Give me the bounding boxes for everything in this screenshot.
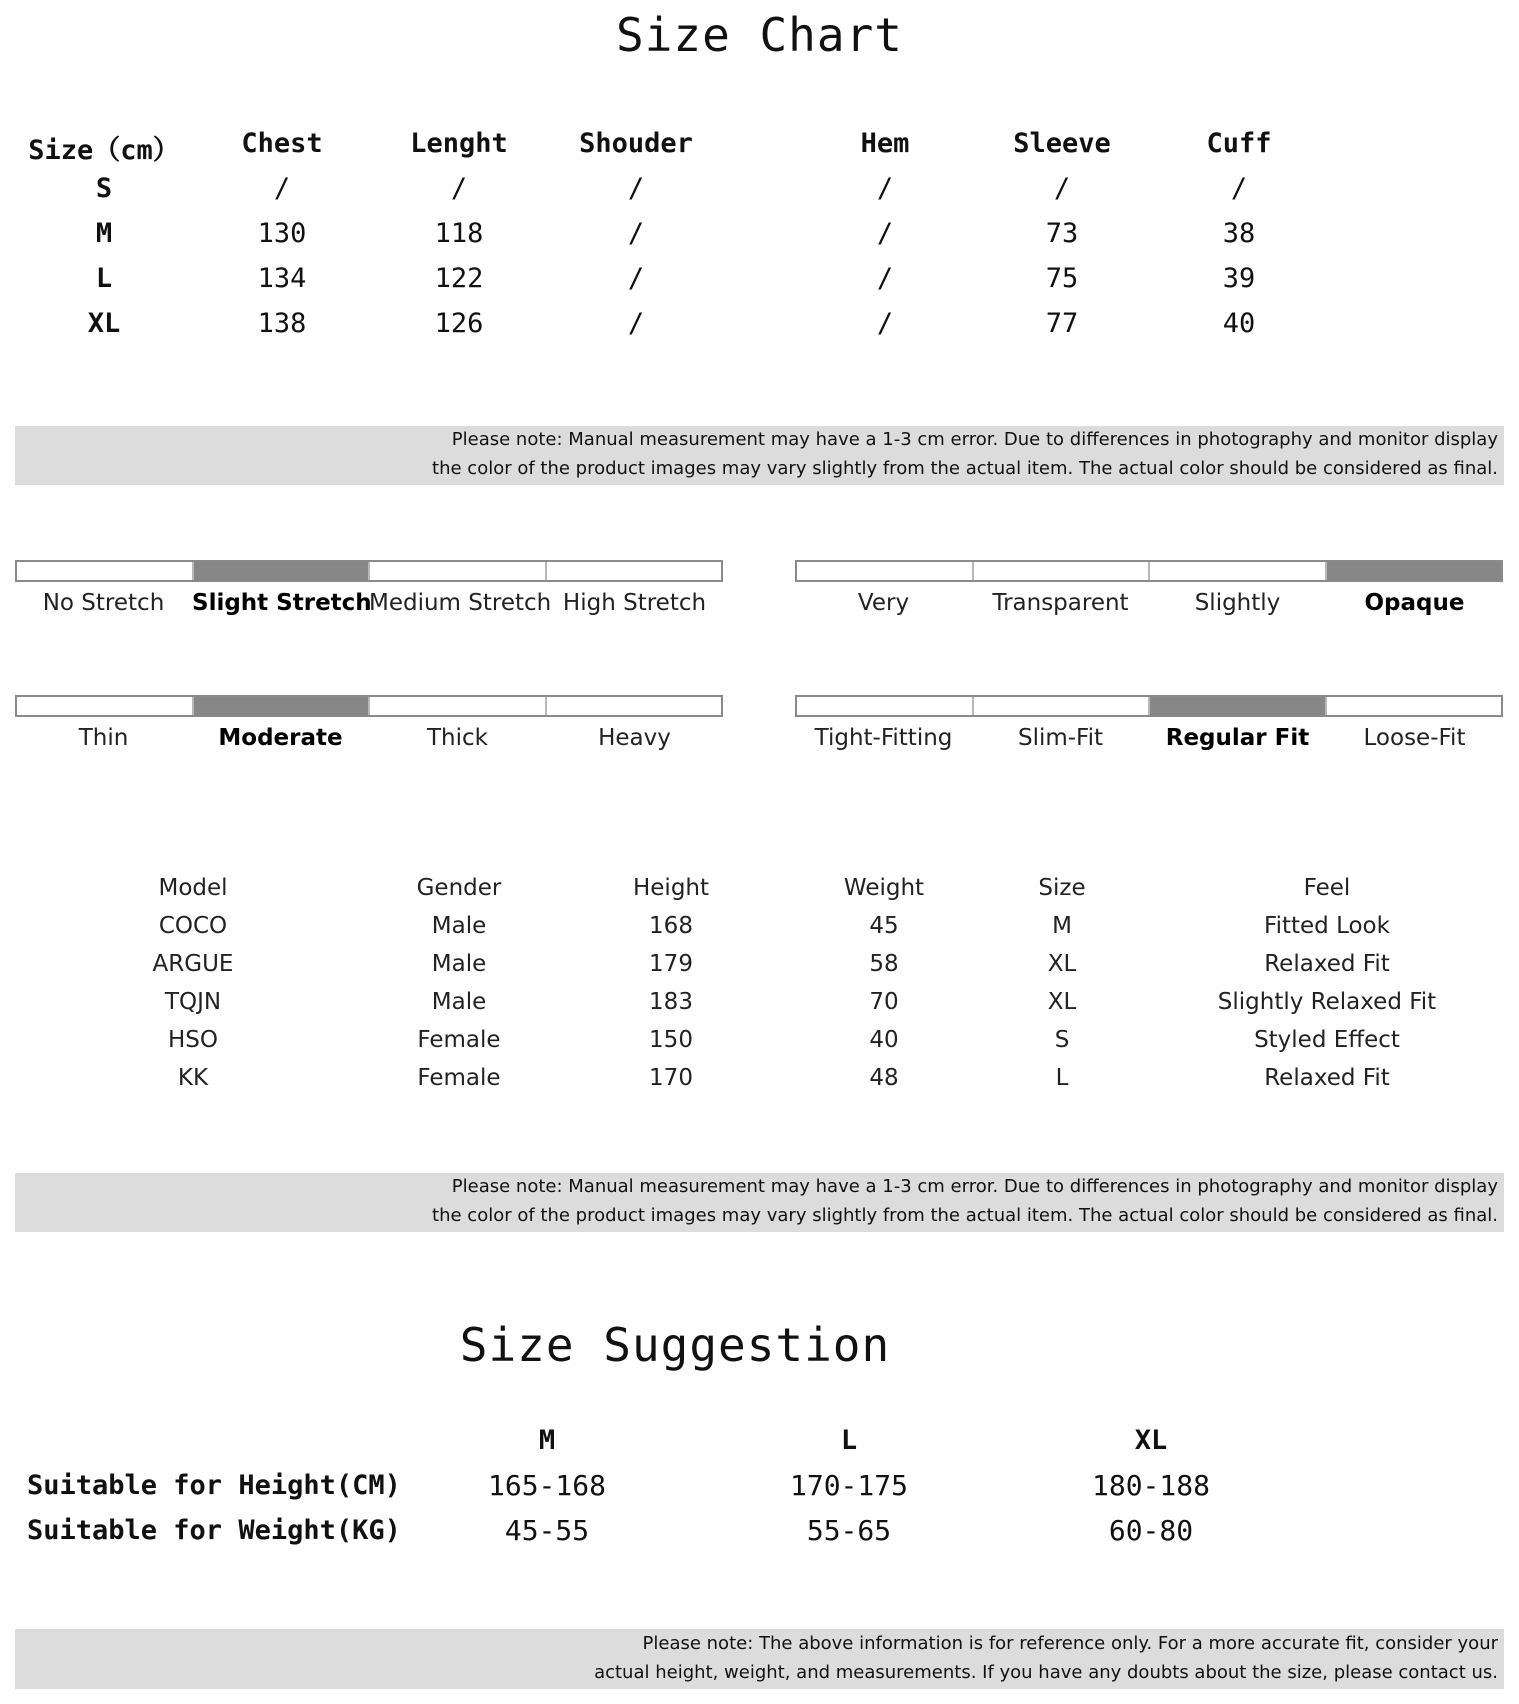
- model-table-cell: S: [1054, 1027, 1070, 1053]
- model-table-cell: Relaxed Fit: [1264, 1065, 1390, 1091]
- model-table-cell: Styled Effect: [1254, 1027, 1400, 1053]
- size-chart-cell: 130: [257, 218, 307, 249]
- fit-scale-label: Tight-Fitting: [814, 725, 953, 751]
- size-chart-header: Cuff: [1206, 128, 1272, 159]
- fit-scale-bar: [795, 695, 1503, 717]
- note-banner-3: [15, 1629, 1504, 1689]
- model-table-cell: 48: [869, 1065, 899, 1091]
- model-table-cell: 70: [869, 989, 899, 1015]
- stretch-scale-label: No Stretch: [42, 590, 165, 616]
- size-chart-cell: /: [273, 173, 291, 204]
- stretch-scale-label: High Stretch: [562, 590, 707, 616]
- note-3-line-2: actual height, weight, and measurements. If you have any doubts about the size, please contact us.: [594, 1662, 1498, 1683]
- size-chart-header: Hem: [860, 128, 910, 159]
- transparency-scale-bar: [795, 560, 1503, 582]
- model-table-header: Feel: [1303, 875, 1351, 901]
- model-table-cell: Male: [431, 913, 487, 939]
- stretch-scale-segment: [547, 562, 722, 580]
- note-2-line-2: the color of the product images may vary slightly from the actual item. The actual color should be considered as final.: [432, 1205, 1498, 1226]
- model-table-cell: XL: [1047, 989, 1077, 1015]
- fit-scale-segment: [797, 697, 974, 715]
- thickness-scale-segment: [17, 697, 194, 715]
- thickness-scale-label: Thin: [78, 725, 129, 751]
- size-chart-cell: M: [95, 218, 113, 249]
- model-table-cell: 170: [649, 1065, 693, 1091]
- thickness-scale-segment: [547, 697, 722, 715]
- model-table-cell: XL: [1047, 951, 1077, 977]
- transparency-scale-label: Very: [857, 590, 910, 616]
- stretch-scale-label: Slight Stretch: [192, 590, 372, 616]
- stretch-scale-segment: [370, 562, 547, 580]
- transparency-scale-segment: [797, 562, 974, 580]
- height-range-value: 170-175: [789, 1469, 908, 1502]
- transparency-scale-label: Transparent: [992, 590, 1129, 616]
- model-table-header: Weight: [843, 875, 925, 901]
- size-chart-header: Shouder: [579, 128, 693, 159]
- size-chart-cell: /: [627, 263, 645, 294]
- size-chart-cell: /: [627, 218, 645, 249]
- model-table-cell: 168: [649, 913, 693, 939]
- model-table-cell: L: [1055, 1065, 1069, 1091]
- size-chart-cell: /: [876, 263, 894, 294]
- transparency-scale-label: Slightly: [1194, 590, 1281, 616]
- thickness-scale-label: Heavy: [598, 725, 671, 751]
- model-table-cell: 179: [649, 951, 693, 977]
- size-chart-cell: /: [876, 173, 894, 204]
- fit-scale-segment: [974, 697, 1151, 715]
- model-table-cell: HSO: [168, 1027, 218, 1053]
- model-table-cell: 150: [649, 1027, 693, 1053]
- weight-range-value: 45-55: [504, 1514, 590, 1547]
- size-chart-cell: 75: [1045, 263, 1079, 294]
- stretch-scale-label: Medium Stretch: [369, 590, 552, 616]
- weight-range-value: 60-80: [1108, 1514, 1194, 1547]
- stretch-scale-bar: [15, 560, 723, 582]
- size-chart-cell: 73: [1045, 218, 1079, 249]
- stretch-scale-segment: [194, 562, 371, 580]
- size-chart-title: Size Chart: [616, 8, 903, 62]
- size-chart-cell: 126: [434, 308, 484, 339]
- size-suggestion-header: M: [538, 1425, 556, 1456]
- size-chart-cell: 122: [434, 263, 484, 294]
- model-table-cell: Slightly Relaxed Fit: [1217, 989, 1437, 1015]
- size-chart-cell: 40: [1222, 308, 1256, 339]
- model-table-cell: M: [1052, 913, 1072, 939]
- model-table-cell: COCO: [158, 913, 228, 939]
- model-table-cell: Relaxed Fit: [1264, 951, 1390, 977]
- size-chart-cell: 138: [257, 308, 307, 339]
- size-chart-header: Size（cm）: [28, 135, 180, 166]
- transparency-scale-segment: [974, 562, 1151, 580]
- size-chart-cell: 38: [1222, 218, 1256, 249]
- model-table-cell: 183: [649, 989, 693, 1015]
- fit-scale-label: Loose-Fit: [1363, 725, 1466, 751]
- model-table-cell: 40: [869, 1027, 899, 1053]
- note-1-line-1: Please note: Manual measurement may have a 1-3 cm error. Due to differences in photography and monitor display: [451, 429, 1498, 450]
- note-banner-2: [15, 1173, 1504, 1232]
- model-table-cell: 45: [869, 913, 899, 939]
- note-1-line-2: the color of the product images may vary slightly from the actual item. The actual color should be considered as final.: [432, 458, 1498, 479]
- size-chart-cell: 39: [1222, 263, 1256, 294]
- transparency-scale-label: Opaque: [1364, 590, 1465, 616]
- transparency-scale-segment: [1327, 562, 1502, 580]
- model-table-header: Size: [1038, 875, 1086, 901]
- model-table-cell: ARGUE: [152, 951, 234, 977]
- height-range-value: 165-168: [487, 1469, 606, 1502]
- model-table-cell: Fitted Look: [1264, 913, 1390, 939]
- thickness-scale-segment: [370, 697, 547, 715]
- size-chart-cell: S: [95, 173, 113, 204]
- model-table-cell: 58: [869, 951, 899, 977]
- size-chart-cell: /: [627, 173, 645, 204]
- height-range-value: 180-188: [1091, 1469, 1210, 1502]
- model-table-cell: KK: [177, 1065, 209, 1091]
- thickness-scale-bar: [15, 695, 723, 717]
- weight-range-value: 55-65: [806, 1514, 892, 1547]
- transparency-scale-segment: [1150, 562, 1327, 580]
- size-suggestion-header: L: [840, 1425, 858, 1456]
- fit-scale-label: Regular Fit: [1165, 725, 1310, 751]
- size-chart-cell: /: [876, 308, 894, 339]
- thickness-scale-segment: [194, 697, 371, 715]
- thickness-scale-label: Thick: [427, 725, 488, 751]
- model-table-header: Model: [158, 875, 228, 901]
- size-chart-cell: L: [95, 263, 113, 294]
- size-chart-cell: XL: [87, 308, 121, 339]
- model-table-header: Height: [632, 875, 710, 901]
- size-suggestion-header: XL: [1134, 1425, 1168, 1456]
- size-chart-cell: 77: [1045, 308, 1079, 339]
- size-chart-cell: /: [1230, 173, 1248, 204]
- size-chart-cell: /: [876, 218, 894, 249]
- stretch-scale-segment: [17, 562, 194, 580]
- model-table-cell: TQJN: [164, 989, 222, 1015]
- size-chart-header: Chest: [241, 128, 323, 159]
- thickness-scale-label: Moderate: [218, 725, 343, 751]
- weight-row-label: Suitable for Weight(KG): [27, 1515, 401, 1546]
- note-2-line-1: Please note: Manual measurement may have a 1-3 cm error. Due to differences in photography and monitor display: [451, 1176, 1498, 1197]
- fit-scale-label: Slim-Fit: [1017, 725, 1104, 751]
- size-chart-cell: 134: [257, 263, 307, 294]
- note-3-line-1: Please note: The above information is for reference only. For a more accurate fit, consider your: [642, 1633, 1498, 1654]
- model-table-cell: Male: [431, 989, 487, 1015]
- size-chart-cell: /: [627, 308, 645, 339]
- size-chart-header: Sleeve: [1013, 128, 1111, 159]
- size-chart-cell: /: [450, 173, 468, 204]
- size-chart-header: Lenght: [410, 128, 508, 159]
- fit-scale-segment: [1150, 697, 1327, 715]
- fit-scale-segment: [1327, 697, 1502, 715]
- note-banner-1: [15, 426, 1504, 485]
- model-table-cell: Female: [417, 1027, 501, 1053]
- size-suggestion-title: Size Suggestion: [459, 1318, 891, 1372]
- model-table-cell: Male: [431, 951, 487, 977]
- height-row-label: Suitable for Height(CM): [27, 1470, 401, 1501]
- model-table-cell: Female: [417, 1065, 501, 1091]
- model-table-header: Gender: [416, 875, 502, 901]
- size-chart-cell: /: [1053, 173, 1071, 204]
- size-chart-cell: 118: [434, 218, 484, 249]
